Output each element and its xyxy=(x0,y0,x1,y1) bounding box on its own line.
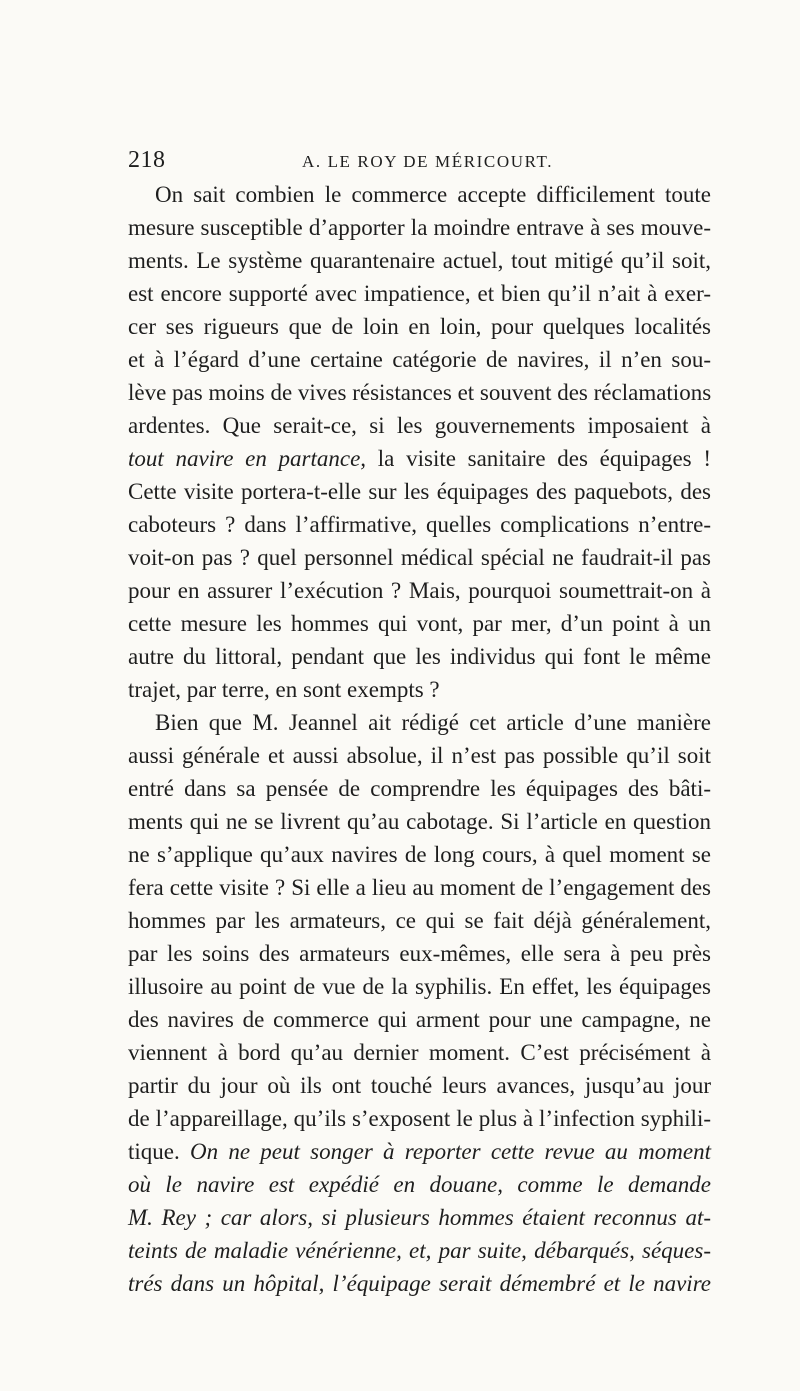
text-line: trajet, par terre, en sont exempts ? xyxy=(128,677,440,702)
running-head xyxy=(128,147,711,177)
text-line: M. Rey ; car alors, si plusieurs hommes étaient reconnus at- xyxy=(128,1205,711,1230)
text-line: Bien que M. Jeannel ait rédigé cet article d’une manière xyxy=(155,710,711,735)
text-line: pour en assurer l’exécution ? Mais, pourquoi soumettrait-on à xyxy=(128,578,711,603)
text-line: caboteurs ? dans l’affirmative, quelles complications n’entre- xyxy=(128,512,711,537)
text-line: partir du jour où ils ont touché leurs avances, jusqu’au jour xyxy=(128,1073,711,1098)
text-line: viennent à bord qu’au dernier moment. C’est précisément à xyxy=(128,1040,711,1065)
text-line xyxy=(128,444,711,474)
text-line: ments. Le système quarantenaire actuel, tout mitigé qu’il soit, xyxy=(128,248,711,273)
text-line: où le navire est expédié en douane, comme le demande xyxy=(128,1172,711,1197)
text-line: fera cette visite ? Si elle a lieu au moment de l’engagement des xyxy=(128,875,711,900)
text-line: On sait combien le commerce accepte difficilement toute xyxy=(155,182,711,207)
text-line: cer ses rigueurs que de loin en loin, pour quelques localités xyxy=(128,314,711,339)
text-line: cette mesure les hommes qui vont, par mer, d’un point à un xyxy=(128,611,711,636)
text-line: et à l’égard d’une certaine catégorie de navires, il n’en sou- xyxy=(128,347,711,372)
text-span: tique. xyxy=(128,1139,190,1164)
text-line: des navires de commerce qui arment pour une campagne, ne xyxy=(128,1007,711,1032)
italic-phrase: On ne peut songer à reporter cette revue au moment xyxy=(190,1139,712,1164)
text-line: illusoire au point de vue de la syphilis. En effet, les équipages xyxy=(128,974,711,999)
text-line: mesure susceptible d’apporter la moindre entrave à ses mouve- xyxy=(128,215,711,240)
text-line: autre du littoral, pendant que les individus qui font le même xyxy=(128,644,711,669)
text-line: lève pas moins de vives résistances et souvent des réclamations xyxy=(128,380,712,405)
text-line: aussi générale et aussi absolue, il n’est pas possible qu’il soit xyxy=(128,743,711,768)
text-line: Cette visite portera-t-elle sur les équipages des paquebots, des xyxy=(128,479,711,504)
text-line: hommes par les armateurs, ce qui se fait déjà généralement, xyxy=(128,908,711,933)
text-line: ne s’applique qu’aux navires de long cours, à quel moment se xyxy=(128,842,711,867)
text-line: trés dans un hôpital, l’équipage serait démembré et le navire xyxy=(128,1271,711,1296)
text-line: ments qui ne se livrent qu’au cabotage. Si l’article en question xyxy=(128,809,711,834)
text-line: ardentes. Que serait-ce, si les gouvernements imposaient à xyxy=(128,413,711,438)
text-line: entré dans sa pensée de comprendre les équipages des bâti- xyxy=(128,776,711,801)
text-line: par les soins des armateurs eux-mêmes, elle sera à peu près xyxy=(128,941,711,966)
italic-phrase: tout navire en partance, xyxy=(128,446,367,471)
page-number: 218 xyxy=(128,147,166,173)
text-line: teints de maladie vénérienne, et, par suite, débarqués, séques- xyxy=(128,1238,711,1263)
text-line: est encore supporté avec impatience, et bien qu’il n’ait à exer- xyxy=(128,281,711,306)
text-span: la visite sanitaire des équipages ! xyxy=(366,446,711,471)
running-title: A. LE ROY DE MÉRICOURT. xyxy=(302,152,554,171)
text-line xyxy=(128,1137,711,1167)
text-line: de l’appareillage, qu’ils s’exposent le plus à l’infection syphili- xyxy=(128,1106,711,1131)
text-line: voit-on pas ? quel personnel médical spécial ne faudrait-il pas xyxy=(128,545,711,570)
